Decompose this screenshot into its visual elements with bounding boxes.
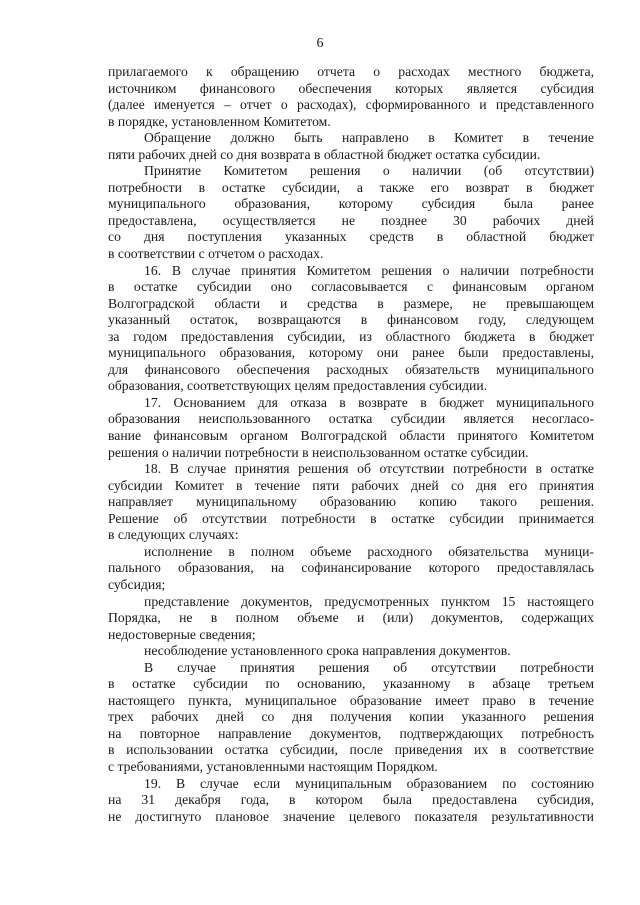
- text-line: муниципального образования, которому субсидия была ранее: [108, 196, 594, 212]
- text-line: источником финансового обеспечения которых является субсидия: [108, 80, 594, 96]
- text-line: указанный остаток, возвращаются в финансовом году, следующем: [108, 312, 594, 328]
- text-line: несоблюдение установленного срока направления документов.: [144, 643, 511, 659]
- text-line: Решение об отсутствии потребности в остатке субсидии принимается: [108, 510, 594, 526]
- text-line: в остатке субсидии по основанию, указанному в абзаце третьем: [108, 676, 594, 692]
- text-line: в остатке субсидии оно согласовывается с финансовым органом: [108, 279, 594, 295]
- text-line: образования, соответствующих целям предоставления субсидии.: [108, 378, 488, 394]
- text-line: в соответствии с отчетом о расходах.: [108, 246, 324, 262]
- text-line: пяти рабочих дней со дня возврата в областной бюджет остатка субсидии.: [108, 146, 541, 162]
- text-line: исполнение в полном объеме расходного обязательства муници-: [144, 543, 594, 559]
- text-line: 17. Основанием для отказа в возврате в бюджет муниципального: [144, 394, 594, 410]
- text-line: для финансового обеспечения расходных обязательств муниципального: [108, 361, 594, 377]
- text-line: со дня поступления указанных средств в областной бюджет: [108, 229, 594, 245]
- text-line: недостоверные сведения;: [108, 626, 256, 642]
- text-line: в следующих случаях:: [108, 527, 239, 543]
- text-line: предоставлена, осуществляется не позднее 30 рабочих дней: [108, 212, 594, 228]
- document-body: [108, 64, 594, 825]
- text-line: Порядка, не в полном объеме и (или) документов, содержащих: [108, 610, 594, 626]
- text-line: представление документов, предусмотренных пунктом 15 настоящего: [144, 593, 594, 609]
- text-line: пального образования, на софинансирование которого предоставлялась: [108, 560, 594, 576]
- text-line: субсидия;: [108, 576, 166, 592]
- text-line: в порядке, установленном Комитетом.: [108, 113, 331, 129]
- text-line: В случае принятия решения об отсутствии потребности: [144, 659, 594, 675]
- text-line: образования неиспользованного остатка субсидии является несогласо-: [108, 411, 594, 427]
- text-line: (далее именуется – отчет о расходах), сформированного и представленного: [108, 97, 594, 113]
- page-number: 6: [316, 36, 324, 51]
- text-line: не достигнуто плановое значение целевого показателя результативности: [108, 808, 594, 824]
- text-line: в использовании остатка субсидии, после приведения их в соответствие: [108, 742, 594, 758]
- text-line: на повторное направление документов, подтверждающих потребность: [108, 725, 594, 741]
- text-line: за годом предоставления субсидии, из областного бюджета в бюджет: [108, 328, 594, 344]
- text-line: 18. В случае принятия решения об отсутствии потребности в остатке: [144, 461, 594, 477]
- text-line: муниципального образования, которому они ранее были предоставлены,: [108, 345, 594, 361]
- text-line: субсидии Комитет в течение пяти рабочих дней со дня его принятия: [108, 477, 594, 493]
- text-line: трех рабочих дней со дня получения копии указанного решения: [108, 709, 594, 725]
- text-line: прилагаемого к обращению отчета о расходах местного бюджета,: [108, 64, 594, 79]
- text-line: настоящего пункта, муниципальное образование имеет право в течение: [108, 692, 594, 708]
- text-line: потребности в остатке субсидии, а также его возврат в бюджет: [108, 179, 594, 195]
- text-line: вание финансовым органом Волгоградской области принятого Комитетом: [108, 428, 594, 444]
- text-line: Волгоградской области и средства в размере, не превышающем: [108, 295, 594, 311]
- text-line: 16. В случае принятия Комитетом решения о наличии потребности: [144, 262, 594, 278]
- text-line: решения о наличии потребности в неиспользованном остатке субсидии.: [108, 444, 529, 460]
- text-line: с требованиями, установленными настоящим Порядком.: [108, 758, 438, 774]
- text-line: Принятие Комитетом решения о наличии (об отсутствии): [144, 163, 594, 179]
- text-line: 19. В случае если муниципальным образованием по состоянию: [144, 775, 594, 791]
- text-line: направляет муниципальному образованию копию такого решения.: [108, 494, 594, 510]
- text-line: Обращение должно быть направлено в Комитет в течение: [144, 130, 594, 146]
- text-line: на 31 декабря года, в котором была предоставлена субсидия,: [108, 792, 594, 808]
